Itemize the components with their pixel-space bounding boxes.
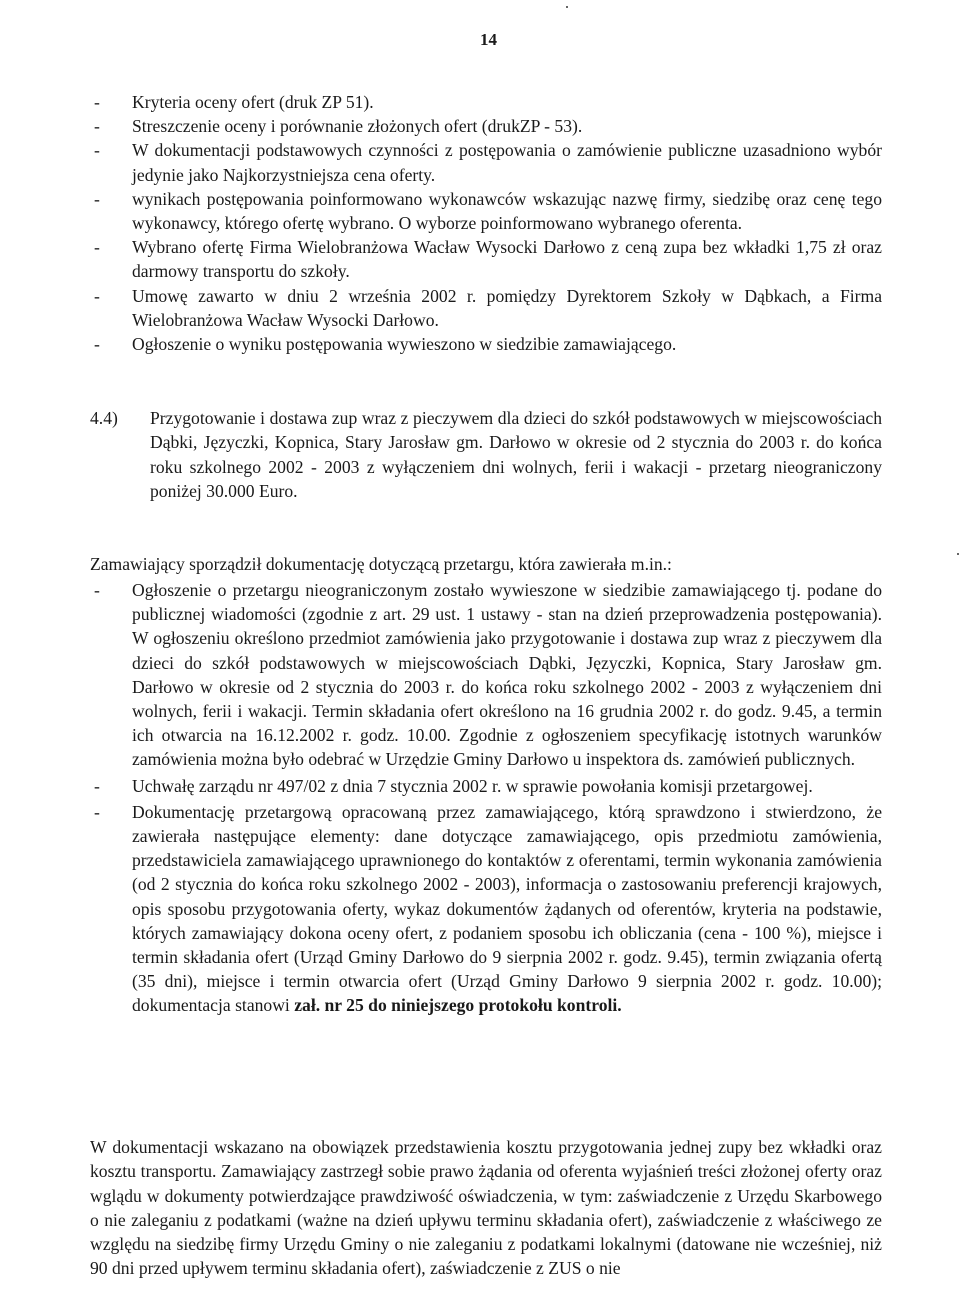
page-number: 14 [480,30,497,49]
list-marker: - [94,580,100,600]
list-item-text: wynikach postępowania poinformowano wykonawców wskazując nazwę firmy, siedzibę oraz cenę tego wykonawcy, którego ofertę wybrano. O wyborze poinformowano wybranego oferenta. [132,188,882,234]
documentation-list [90,578,882,1018]
list-marker: - [94,188,100,209]
list-item [90,284,882,332]
summary-bullet-list [90,90,882,356]
section-4-4 [90,406,882,503]
list-item-text: Ogłoszenie o przetargu nieograniczonym zostało wywieszone w siedzibie zamawiającego tj. podane do publicznej wiadomości (zgodnie z art. 29 ust. 1 ustawy - stan na dzień przeprowadzenia postępowania). W ogłoszeniu określono przedmiot zamówienia jako przygotowanie i dostawa zup wraz z pieczywem dla dzieci do szkół podstawowych w miejscowościach Dąbki, Języczki, Kopnica, Stary Jarosław gm. Darłowo w okresie od 2 stycznia do 2003 r. do końca roku szkolnego 2002 - 2003 z wyłączeniem dni wolnych, ferii i wakacji. Termin składania ofert określono na 16 grudnia 2002 r. do godz. 9.45, a termin ich otwarcia na 16.12.2002 r. godz. 10.00. Zgodnie z ogłoszeniem specyfikację istotnych warunków zamówienia można było odebrać w Urzędzie Gminy Darłowo u inspektora ds. zamówień publicznych. [132,580,882,770]
list-item-text: Umowę zawarto w dniu 2 września 2002 r. pomiędzy Dyrektorem Szkoły w Dąbkach, a Firma Wielobranżowa Wacław Wysocki Darłowo. [132,285,882,330]
scan-speck [957,553,959,555]
list-item [90,235,882,283]
list-item-text: Wybrano ofertę Firma Wielobranżowa Wacław Wysocki Darłowo z ceną zupa bez wkładki 1,75 zł oraz darmowy transportu do szkoły. [132,237,882,282]
list-item-text: Kryteria oceny ofert (druk ZP 51). [132,92,374,112]
list-item [90,90,882,114]
list-marker: - [94,116,100,137]
list-item-text: Streszczenie oceny i porównanie złożonych ofert (drukZP - 53). [132,116,583,137]
documentation-intro: Zamawiający sporządził dokumentację dotyczącą przetargu, która zawierała m.in.: [90,554,672,574]
list-item [90,774,882,798]
list-item-text: Dokumentację przetargową opracowaną przez zamawiającego, którą sprawdzono i stwierdzono, że zawierała następujące elementy: dane dotyczące zamawiającego, opis przedmiotu zamówienia, przedstawiciela zamawiającego uprawnionego do kontaktów z oferentami, termin wykonania zamówienia (od 2 stycznia do końca roku szkolnego 2002 - 2003), informacja o zastosowaniu preferencji krajowych, opis sposobu przygotowania oferty, wykaz dokumentów żądanych od oferentów, kryteria na podstawie, których zamawiający dokona oceny ofert, z podaniem sposobu ich obliczania (cena - 100 %), miejsce i termin składania ofert (Urząd Gminy Darłowo do 9 sierpnia 2002 r. godz. 9.45), termin związania ofertą (35 dni), miejsce i termin otwarcia ofert (Urząd Gminy Darłowo 9 sierpnia 2002 r. godz. 10.00); dokumentacja stanowi [132,801,882,1016]
list-item-text: Ogłoszenie o wyniku postępowania wywieszono w siedzibie zamawiającego. [132,334,677,355]
section-number: 4.4) [90,408,118,428]
list-item [90,800,882,1018]
list-item-text: W dokumentacji podstawowych czynności z postępowania o zamówienie publiczne uzasadniono wybór jedynie jako Najkorzystniejsza cena oferty. [132,140,882,185]
list-item [90,332,882,356]
scan-speck [566,6,568,8]
attachment-reference: zał. nr 25 do niniejszego protokołu kontroli. [294,995,622,1016]
list-item [90,578,882,772]
list-item [90,114,882,138]
list-marker: - [94,334,100,355]
list-item-text: Uchwałę zarządu nr 497/02 z dnia 7 stycznia 2002 r. w sprawie powołania komisji przetargowej. [132,775,813,796]
list-item [90,138,882,186]
list-marker: - [94,801,100,822]
section-text: Przygotowanie i dostawa zup wraz z pieczywem dla dzieci do szkół podstawowych w miejscowościach Dąbki, Języczki, Kopnica, Stary Jarosław gm. Darłowo w okresie od 2 stycznia do 2003 r. do końca roku szkolnego 2002 - 2003 z wyłączeniem dni wolnych, ferii i wakacji - przetarg nieograniczony poniżej 30.000 Euro. [150,408,882,501]
list-marker: - [94,237,100,258]
final-paragraph: W dokumentacji wskazano na obowiązek przedstawienia kosztu przygotowania jednej zupy bez wkładki oraz kosztu transportu. Zamawiający zastrzegł sobie prawo żądania od oferenta wyjaśnień treści złożonej oferty oraz wglądu w dokumenty potwierdzające prawdziwość oświadczenia, w tym: zaświadczenie z Urzędu Skarbowego o nie zaleganiu z podatkami (ważne na dzień upływu terminu składania ofert), zaświadczenie z właściwego ze względu na siedzibę firmy Urzędu Gminy o nie zaleganiu z podatkami lokalnymi (datowane nie wcześniej, niż 90 dni przed upływem terminu składania ofert), zaświadczenie z ZUS o nie [90,1137,882,1279]
list-marker: - [94,140,100,161]
list-marker: - [94,285,100,306]
list-marker: - [94,92,100,112]
list-item [90,187,882,235]
list-marker: - [94,775,100,796]
